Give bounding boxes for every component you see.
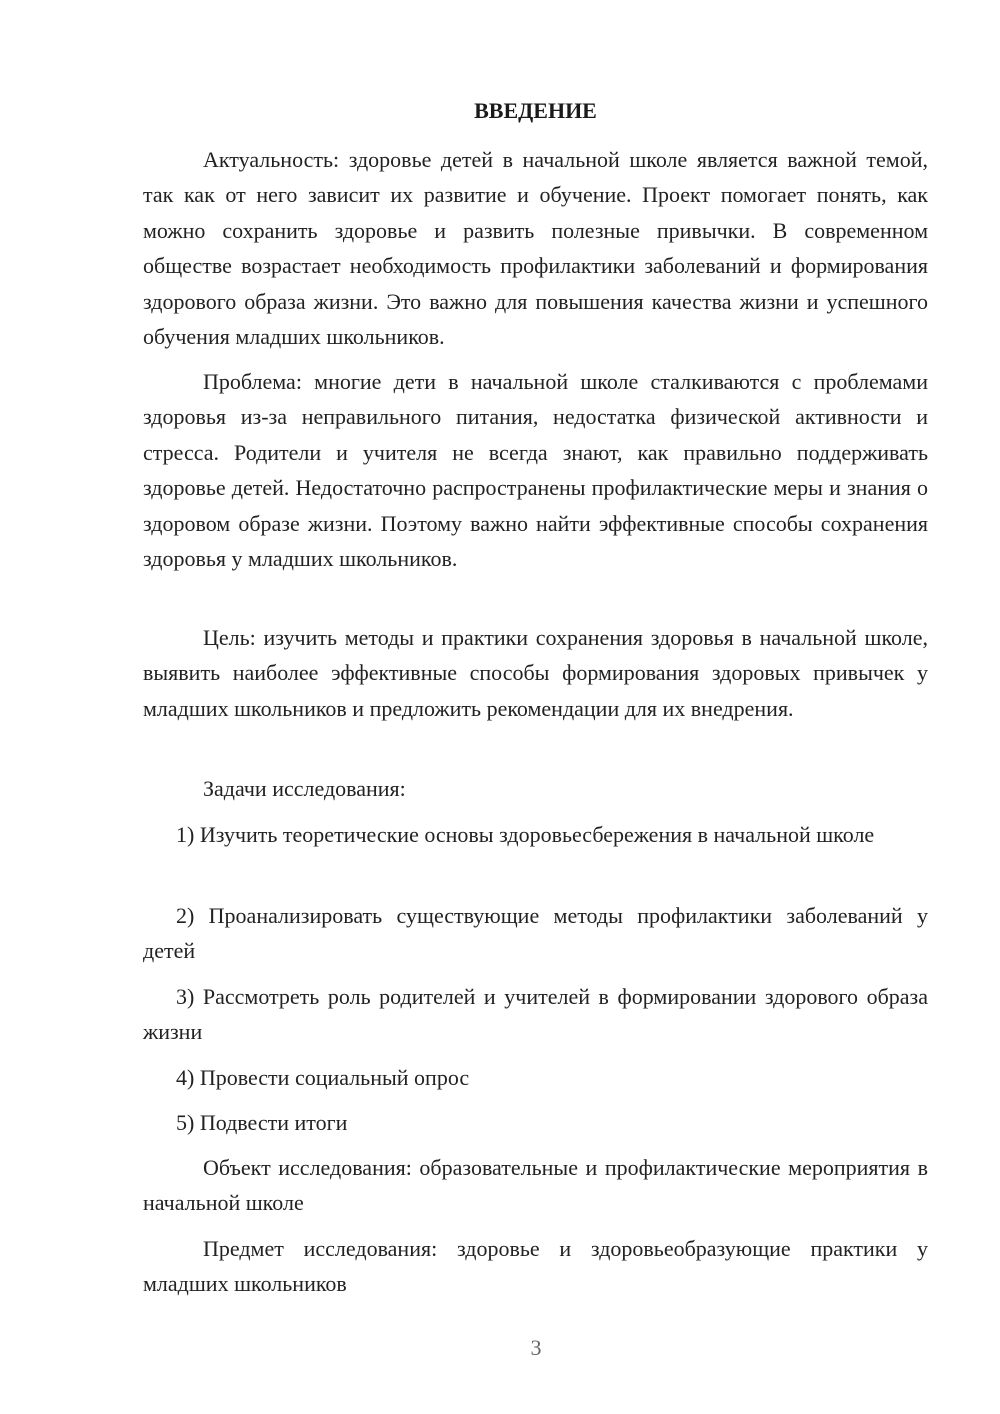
task-item-3: 3) Рассмотреть роль родителей и учителей в формировании здорового образа жизни <box>143 984 928 1045</box>
task-item-1: 1) Изучить теоретические основы здоровьесбережения в начальной школе <box>176 822 875 847</box>
paragraph-goal: Цель: изучить методы и практики сохранения здоровья в начальной школе, выявить наиболее эффективные способы формирования здоровых привычек у младших школьников и предложить рекомендации для их внедрения. <box>143 625 928 721</box>
paragraph-problem: Проблема: многие дети в начальной школе сталкиваются с проблемами здоровья из-за неправильного питания, недостатка физической активности и стресса. Родители и учителя не всегда знают, как правильно поддерживать здоровье детей. Недостаточно распространены профилактические меры и знания о здоровом образе жизни. Поэтому важно найти эффективные способы сохранения здоровья у младших школьников. <box>143 369 928 572</box>
paragraph-relevance: Актуальность: здоровье детей в начальной школе является важной темой, так как от него зависит их развитие и обучение. Проект помогает понять, как можно сохранить здоровье и развить полезные привычки. В современном обществе возрастает необходимость профилактики заболеваний и формирования здорового образа жизни. Это важно для повышения качества жизни и успешного обучения младших школьников. <box>143 147 928 350</box>
paragraph-subject: Предмет исследования: здоровье и здоровьеобразующие практики у младших школьников <box>143 1236 928 1297</box>
page-title: ВВЕДЕНИЕ <box>474 98 597 123</box>
task-item-5: 5) Подвести итоги <box>176 1110 348 1135</box>
paragraph-object: Объект исследования: образовательные и профилактические мероприятия в начальной школе <box>143 1155 928 1216</box>
tasks-heading: Задачи исследования: <box>203 776 406 801</box>
task-item-2: 2) Проанализировать существующие методы профилактики заболеваний у детей <box>143 903 928 964</box>
task-item-4: 4) Провести социальный опрос <box>176 1065 470 1090</box>
page-number: 3 <box>530 1335 542 1360</box>
